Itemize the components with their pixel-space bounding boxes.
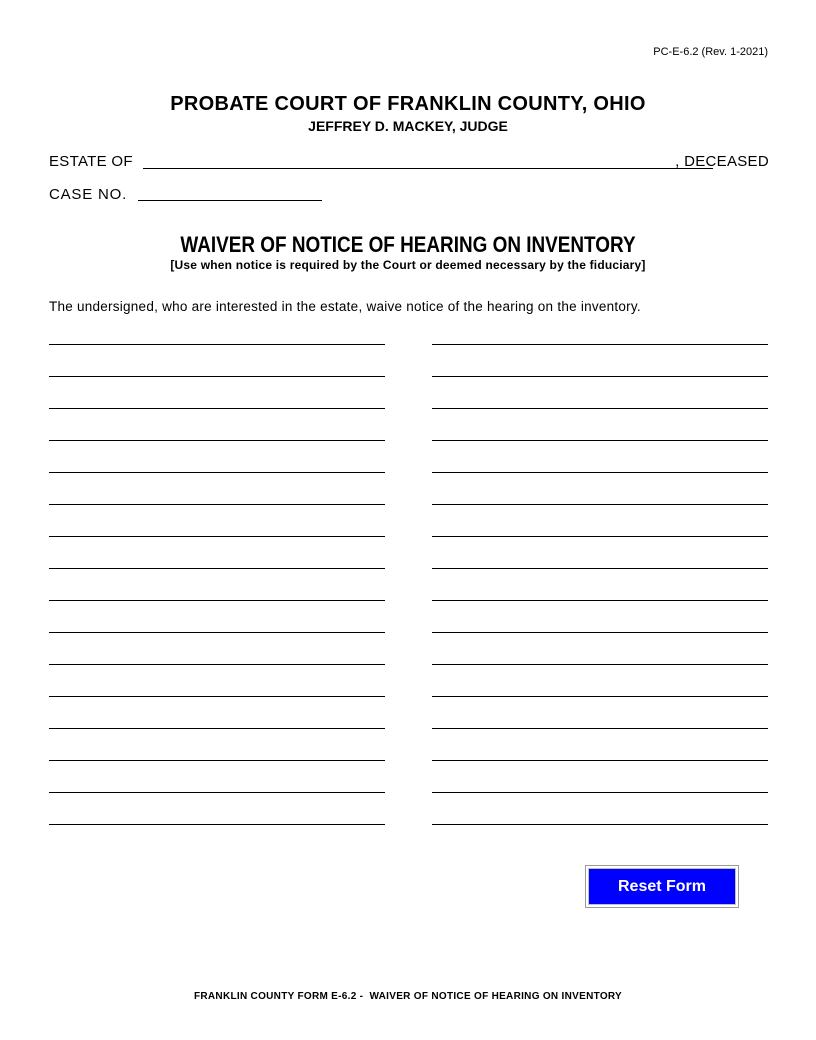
- judge-name: JEFFREY D. MACKEY, JUDGE: [308, 118, 508, 134]
- signature-line[interactable]: [49, 552, 385, 569]
- signature-line[interactable]: [432, 776, 768, 793]
- estate-label: ESTATE OF: [49, 153, 133, 170]
- signature-line[interactable]: [49, 648, 385, 665]
- signature-line[interactable]: [432, 680, 768, 697]
- case-row: [49, 186, 349, 206]
- signature-line[interactable]: [432, 456, 768, 473]
- signature-line[interactable]: [432, 488, 768, 505]
- case-number-label: CASE NO.: [49, 186, 128, 203]
- reset-form-button[interactable]: [585, 865, 739, 908]
- signature-line[interactable]: [432, 328, 768, 345]
- signature-line[interactable]: [49, 680, 385, 697]
- signature-line[interactable]: [49, 360, 385, 377]
- signature-line[interactable]: [49, 744, 385, 761]
- signature-line[interactable]: [432, 648, 768, 665]
- signature-line[interactable]: [432, 360, 768, 377]
- signature-line[interactable]: [49, 424, 385, 441]
- court-title: PROBATE COURT OF FRANKLIN COUNTY, OHIO: [170, 93, 646, 115]
- estate-row: [49, 153, 769, 173]
- signature-line[interactable]: [49, 776, 385, 793]
- case-number-field[interactable]: [138, 186, 322, 201]
- signature-line[interactable]: [49, 520, 385, 537]
- signature-lines: [49, 328, 768, 840]
- signature-line[interactable]: [49, 584, 385, 601]
- signature-line[interactable]: [432, 392, 768, 409]
- form-title: WAIVER OF NOTICE OF HEARING ON INVENTORY: [180, 232, 636, 257]
- signature-line[interactable]: [432, 808, 768, 825]
- signature-line[interactable]: [49, 712, 385, 729]
- signature-line[interactable]: [432, 552, 768, 569]
- signature-line[interactable]: [49, 616, 385, 633]
- signature-line[interactable]: [432, 584, 768, 601]
- form-number: PC-E-6.2 (Rev. 1-2021): [653, 46, 768, 58]
- waiver-statement: The undersigned, who are interested in the estate, waive notice of the hearing on the inventory.: [49, 299, 641, 314]
- signature-line[interactable]: [432, 744, 768, 761]
- form-subtitle: [Use when notice is required by the Court or deemed necessary by the fiduciary]: [170, 258, 646, 272]
- signature-line[interactable]: [49, 808, 385, 825]
- signature-line[interactable]: [49, 328, 385, 345]
- signature-line[interactable]: [49, 392, 385, 409]
- signature-line[interactable]: [432, 712, 768, 729]
- signature-line[interactable]: [49, 456, 385, 473]
- signature-line[interactable]: [49, 488, 385, 505]
- signature-line[interactable]: [432, 424, 768, 441]
- footer: FRANKLIN COUNTY FORM E-6.2 - WAIVER OF NOTICE OF HEARING ON INVENTORY: [193, 991, 623, 1002]
- estate-name-field[interactable]: [143, 153, 713, 169]
- signature-line[interactable]: [432, 520, 768, 537]
- signature-line[interactable]: [432, 616, 768, 633]
- deceased-label: , DECEASED: [675, 153, 769, 170]
- reset-form-label: Reset Form: [588, 868, 736, 905]
